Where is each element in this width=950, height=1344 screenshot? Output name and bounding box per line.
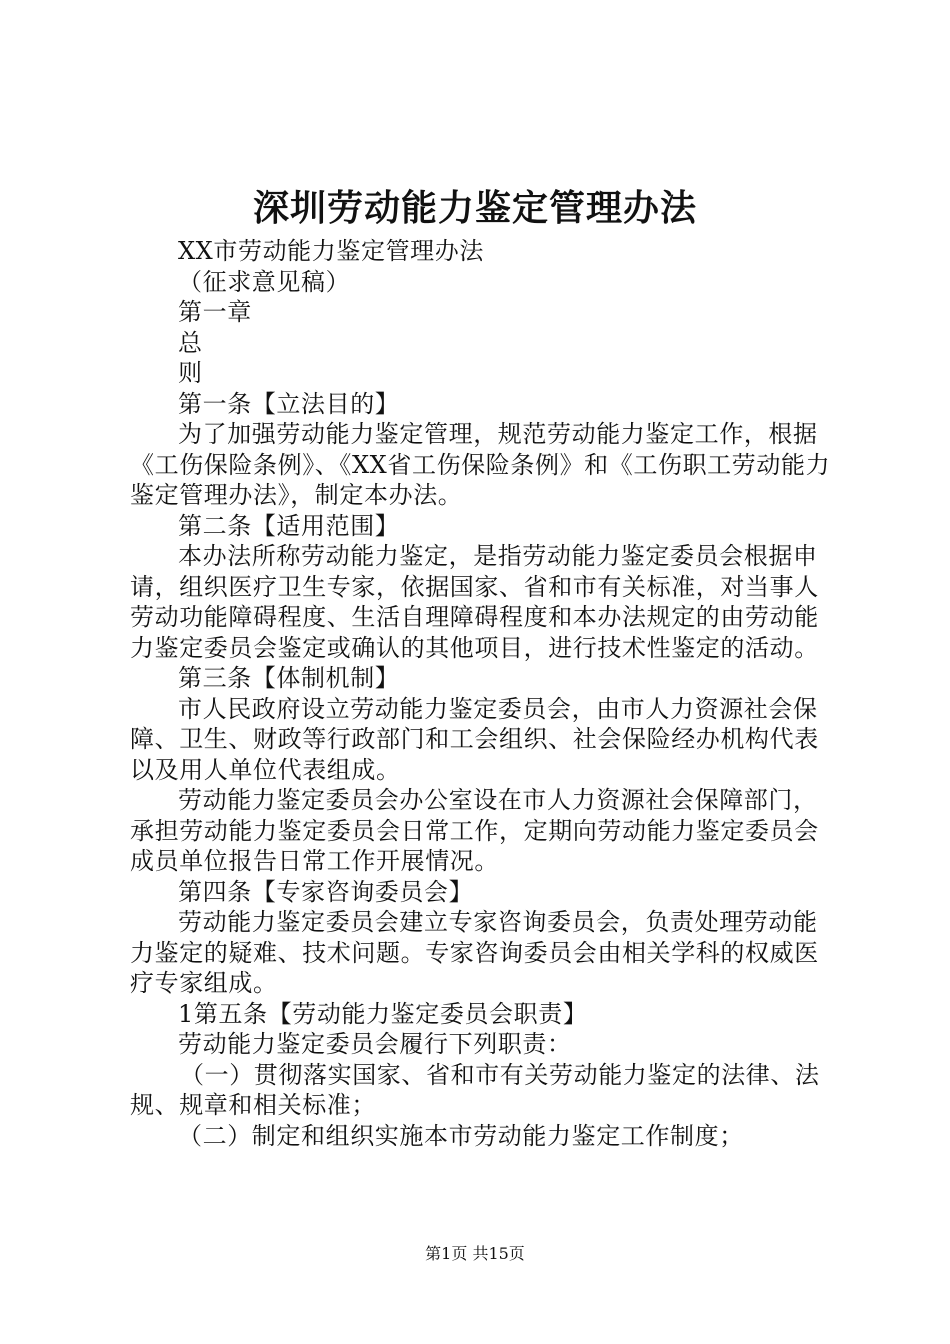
list-item: （二）制定和组织实施本市劳动能力鉴定工作制度； — [178, 1121, 744, 1150]
article-heading: 1第五条【劳动能力鉴定委员会职责】 — [178, 999, 588, 1028]
page-footer: 第1页 共15页 — [425, 1244, 525, 1263]
list-item: （一）贯彻落实国家、省和市有关劳动能力鉴定的法律、法规、规章和相关标准； — [130, 1060, 820, 1119]
paragraph-draft-note: （征求意见稿） — [178, 267, 351, 296]
article-heading: 第四条【专家咨询委员会】 — [178, 877, 474, 906]
article-text: 为了加强劳动能力鉴定管理，规范劳动能力鉴定工作，根据《工伤保险条例》、《XX省工伤保险条例》和《工伤职工劳动能力鉴定管理办法》，制定本办法。 — [130, 420, 831, 509]
article-text: 劳动能力鉴定委员会履行下列职责： — [178, 1030, 572, 1058]
article-text: 市人民政府设立劳动能力鉴定委员会，由市人力资源社会保障、卫生、财政等行政部门和工会组织、社会保险经办机构代表以及用人单位代表组成。 — [130, 694, 819, 784]
article-heading: 第二条【适用范围】 — [178, 511, 400, 540]
article-heading: 第三条【体制机制】 — [178, 664, 400, 692]
article-text: 本办法所称劳动能力鉴定，是指劳动能力鉴定委员会根据申请，组织医疗卫生专家，依据国家、省和市有关标准，对当事人劳动功能障碍程度、生活自理障碍程度和本办法规定的由劳动能力鉴定委员会鉴定或确认的其他项目，进行技术性鉴定的活动。 — [130, 542, 819, 662]
article-heading: 第一条【立法目的】 — [178, 389, 400, 418]
chapter-title-part1: 总 — [178, 328, 203, 357]
article-text: 劳动能力鉴定委员会建立专家咨询委员会，负责处理劳动能力鉴定的疑难、技术问题。专家咨询委员会由相关学科的权威医疗专家组成。 — [130, 908, 819, 997]
article-text: 劳动能力鉴定委员会办公室设在市人力资源社会保障部门，承担劳动能力鉴定委员会日常工作，定期向劳动能力鉴定委员会成员单位报告日常工作开展情况。 — [130, 786, 819, 875]
chapter-heading: 第一章 — [178, 298, 252, 326]
document-title: 深圳劳动能力鉴定管理办法 — [252, 187, 697, 229]
document-body — [130, 236, 840, 1151]
chapter-title-part2: 则 — [178, 359, 203, 387]
paragraph-subtitle: XX市劳动能力鉴定管理办法 — [178, 237, 484, 265]
